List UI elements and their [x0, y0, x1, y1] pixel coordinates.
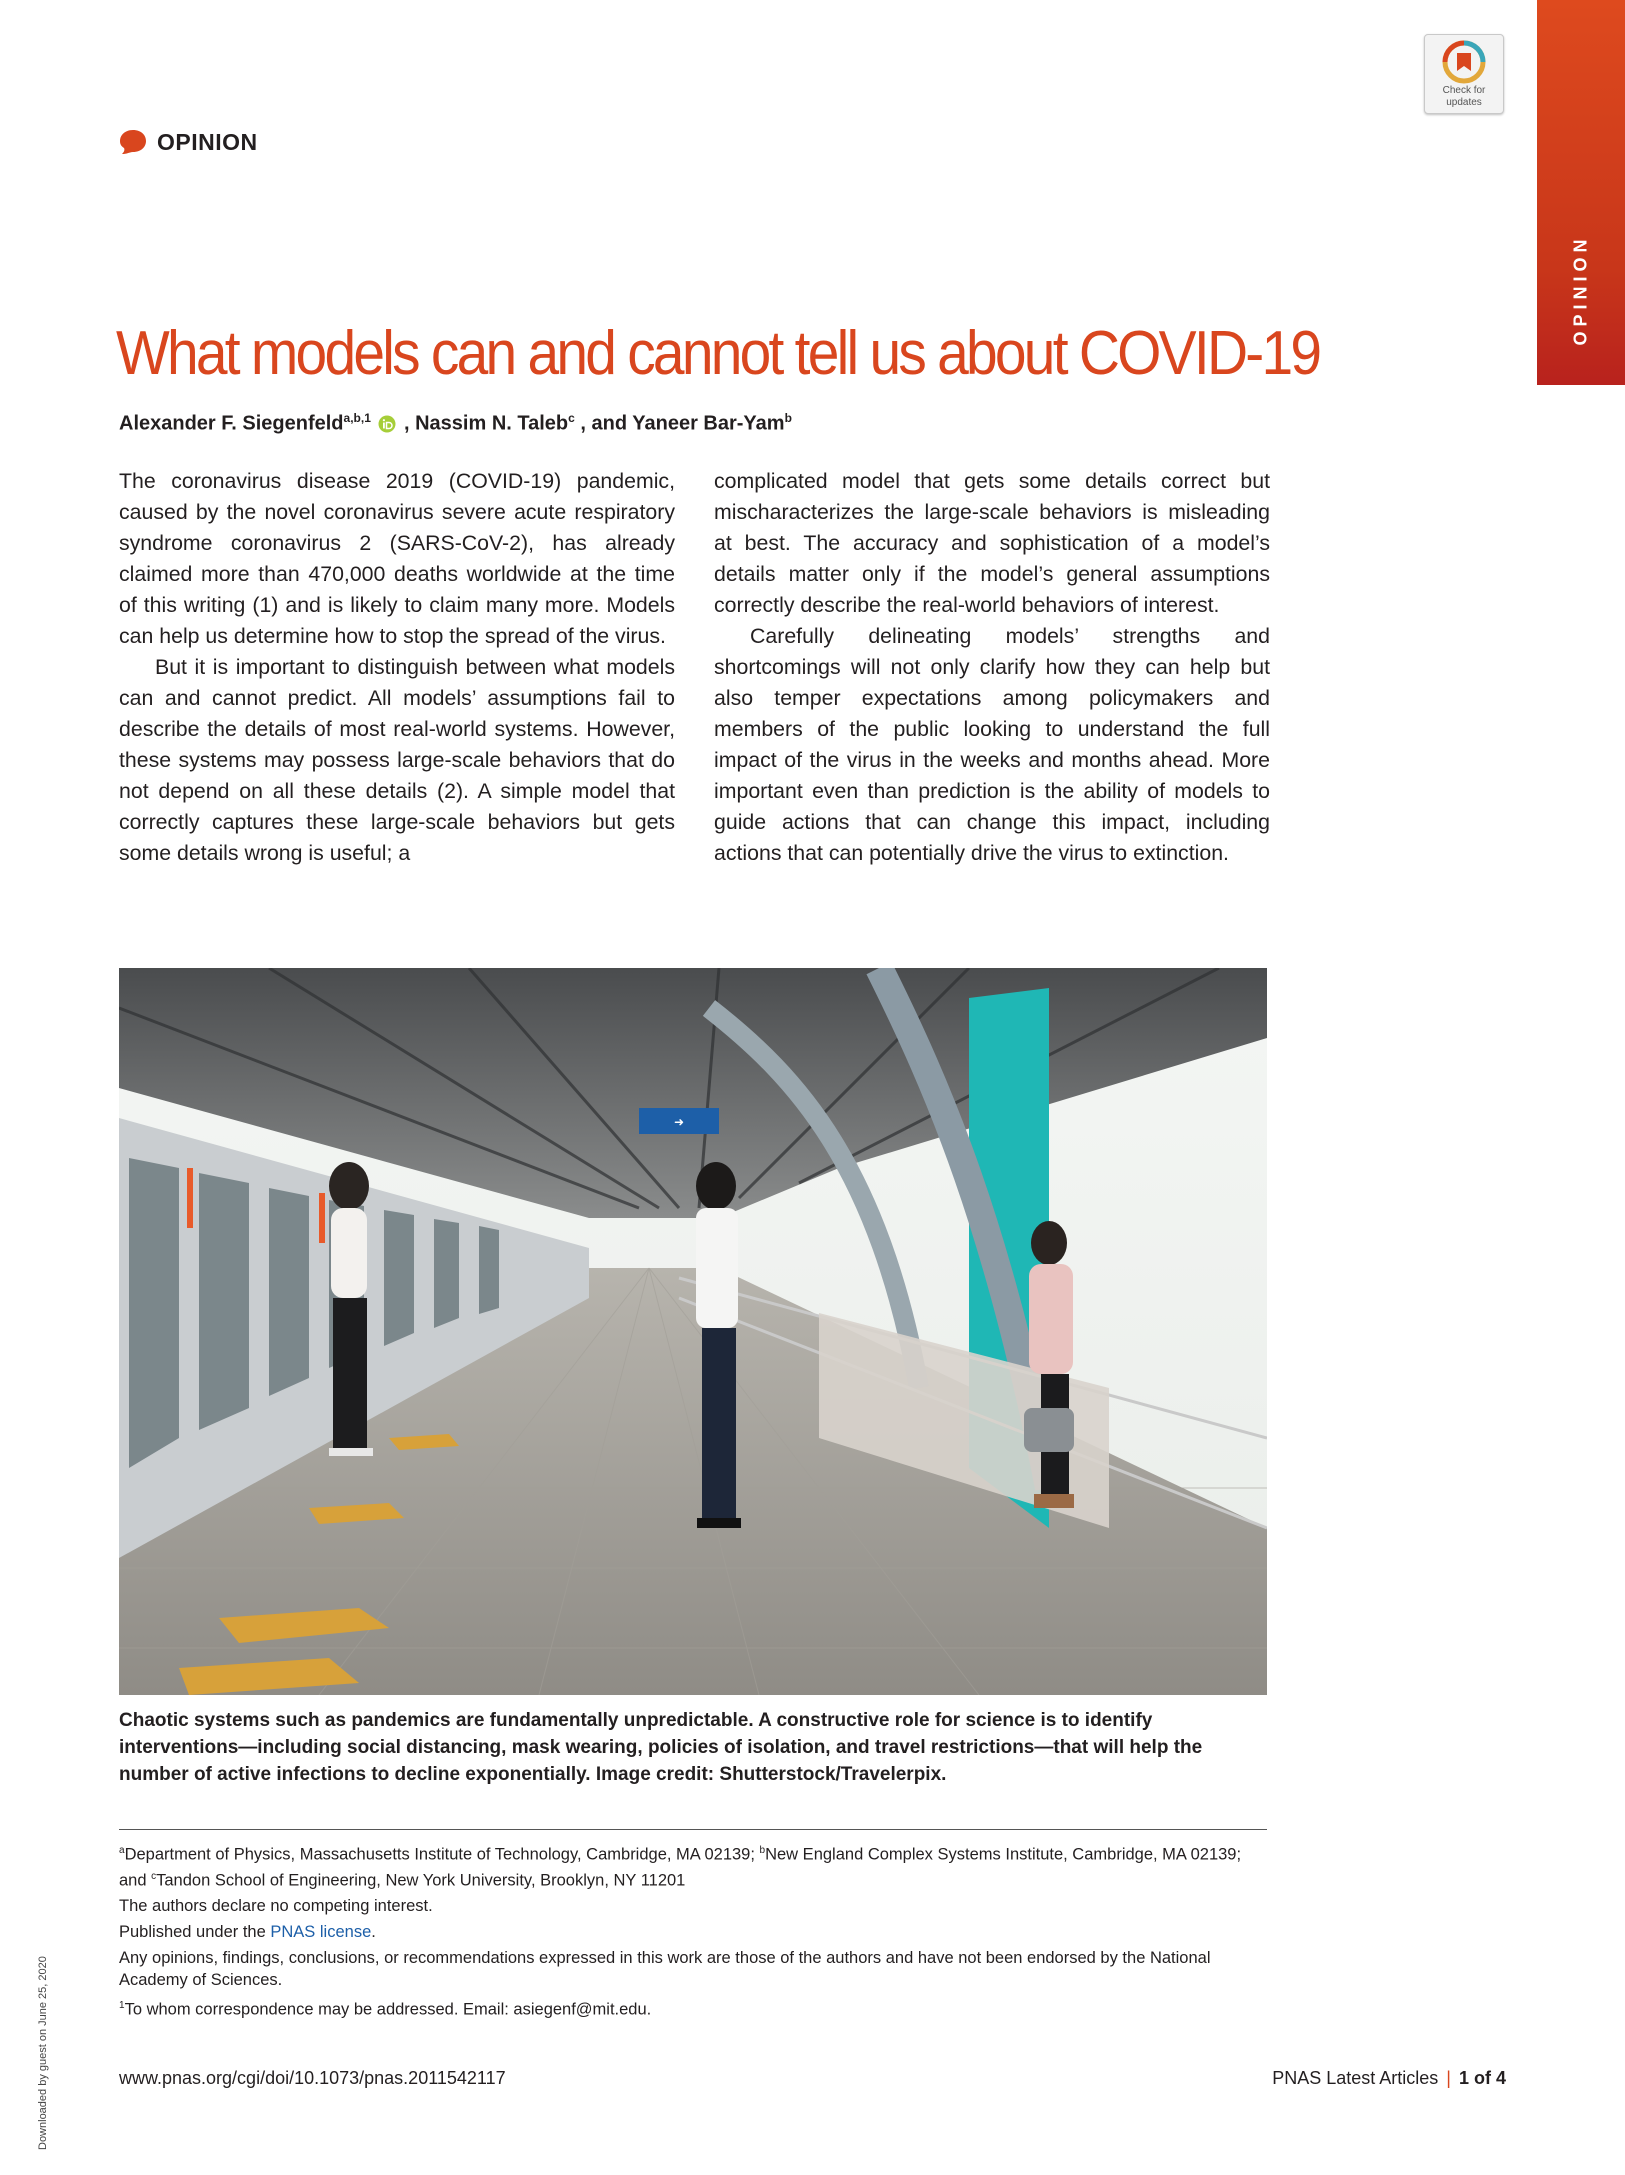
affiliations	[119, 1840, 1267, 1891]
affil-a: Department of Physics, Massachusetts Institute of Technology, Cambridge, MA 02139;	[124, 1845, 760, 1864]
check-for-updates-badge[interactable]	[1424, 34, 1504, 114]
license-suffix: .	[371, 1923, 376, 1941]
section-label	[119, 127, 258, 157]
author-3-affil: b	[784, 411, 792, 425]
correspondence	[119, 1995, 1267, 2021]
badge-line2: updates	[1446, 97, 1482, 108]
body-column-right	[714, 466, 1270, 869]
affil-c: Tandon School of Engineering, New York University, Brooklyn, NY 11201	[156, 1871, 686, 1889]
affil-c-mark: c	[151, 1870, 157, 1882]
correspondence-text: To whom correspondence may be addressed. Email: asiegenf@mit.edu.	[124, 2000, 652, 2019]
figure-photo	[119, 968, 1267, 1695]
side-tab	[1537, 0, 1625, 385]
side-tab-label: OPINION	[1570, 234, 1591, 346]
platform-illustration	[119, 968, 1267, 1695]
author-1-affil: a,b,1	[343, 411, 371, 425]
paragraph: The coronavirus disease 2019 (COVID-19) pandemic, caused by the novel coronavirus severe acute respiratory syndrome coronavirus 2 (SARS-CoV-2), has already claimed more than 470,000 deaths worldwide at the time of this writing (1) and is likely to claim many more. Models can help us determine how to stop the spread of the virus.	[119, 469, 675, 648]
footnote-divider	[119, 1829, 1267, 1830]
license-link[interactable]: PNAS license	[270, 1923, 372, 1941]
crossmark-icon	[1442, 40, 1486, 84]
author-1: Alexander F. Siegenfeld	[119, 412, 344, 435]
figure-caption: Chaotic systems such as pandemics are fundamentally unpredictable. A constructive role for science is to identify interventions—including social distancing, mask wearing, policies of isolation, and travel restrictions—that will help the number of active infections to decline exponentially. Image credit: Shutterstock/Travelerpix.	[119, 1710, 1203, 1785]
footer-journal	[1272, 2068, 1506, 2089]
affil-b-mark: b	[759, 1845, 766, 1856]
badge-line1: Check for	[1442, 85, 1486, 96]
paragraph: Carefully delineating models’ strengths and shortcomings will not only clarify how they can help but also temper expectations among policymakers and members of the public looking to understand the full impact of the virus in the weeks and months ahead. More important even than prediction is the ability of models to guide actions that can change this impact, including actions that can potentially drive the virus to extinction.	[714, 624, 1270, 865]
svg-text:➜: ➜	[673, 1115, 685, 1129]
author-line	[119, 411, 792, 436]
speech-bubble-icon	[119, 129, 147, 155]
orcid-icon[interactable]	[378, 415, 396, 433]
affil-a-mark: a	[119, 1845, 125, 1856]
paragraph: But it is important to distinguish between what models can and cannot predict. All models’ assumptions fail to describe the details of most real-world systems. However, these systems may possess large-scale behaviors that do not depend on all these details (2). A simple model that correctly captures these large-scale behaviors but gets some details wrong is useful; a	[119, 655, 675, 865]
author-2: , Nassim N. Taleb	[404, 412, 569, 435]
license-note	[119, 1921, 1267, 1943]
competing-interest: The authors declare no competing interest.	[119, 1897, 433, 1915]
journal-name: PNAS Latest Articles	[1272, 2068, 1439, 2088]
affil-b: New England Complex Systems Institute, Cambridge, MA 02139; and	[119, 1845, 1242, 1889]
download-note: Downloaded by guest on June 25, 2020	[37, 1956, 49, 2150]
paragraph: complicated model that gets some details correct but mischaracterizes the large-scale behaviors is misleading at best. The accuracy and sophistication of a model’s details matter only if the model’s general assumptions correctly describe the real-world behaviors of interest.	[714, 469, 1270, 617]
footer-separator: |	[1446, 2068, 1451, 2088]
section-label-text: OPINION	[157, 128, 258, 155]
footnotes	[119, 1840, 1267, 2025]
author-3: , and Yaneer Bar-Yam	[580, 412, 785, 435]
correspondence-mark: 1	[119, 2000, 125, 2011]
body-column-left	[119, 466, 675, 869]
article-title: What models can and cannot tell us about COVID-19	[116, 319, 1320, 388]
page-number: 1 of 4	[1458, 2068, 1506, 2088]
author-2-affil: c	[568, 411, 575, 425]
person-middle	[696, 1162, 741, 1528]
doi-link[interactable]: www.pnas.org/cgi/doi/10.1073/pnas.2011542117	[119, 2068, 506, 2088]
license-prefix: Published under the	[119, 1923, 271, 1941]
disclaimer: Any opinions, findings, conclusions, or recommendations expressed in this work are those of the authors and have not been endorsed by the National Academy of Sciences.	[119, 1949, 1211, 1989]
